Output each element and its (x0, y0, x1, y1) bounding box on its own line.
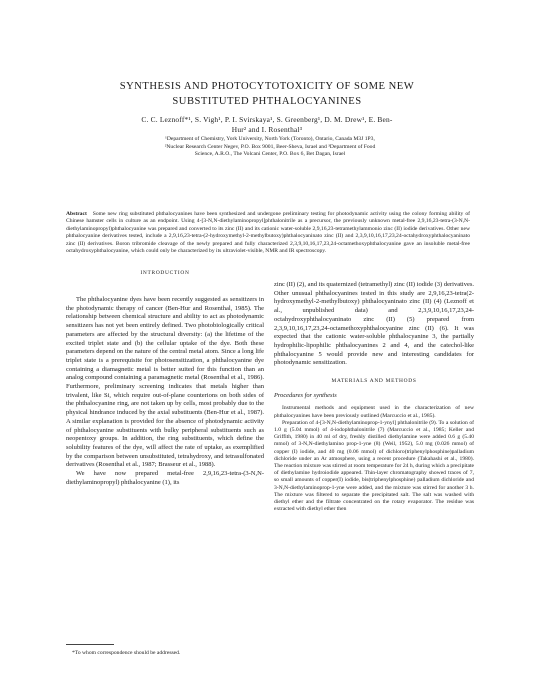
affiliations (62, 136, 478, 159)
methods-paragraph-2: Preparation of 4-[3-N,N-diethylaminoprop-1-ynyl] phthalonitrile (9). To a solution of 1.0 g (5.04 mmol) of 4-iodophthalonitrile (7) (Marcuccio et al., 1985; Keller and Griffith, 1980) in 40 ml of dry, freshly distilled diethylamine were added 0.6 g (5.40 mmol) of 3-N,N-diethylamino prop-1-yne (8) (Weil, 1952), 5.0 mg (0.026 mmol) of copper (I) iodide, and 40 mg (0.06 mmol) of dichloro(triphenylphosphine)palladium dichloride under an Ar atmosphere, using a recent procedure (Takahashi et al., 1980). The reaction mixture was stirred at room temperature for 24 h, during which a precipitate of diethylamine hydroiodide appeared. Thin-layer chromatography showed traces of 7, so small amounts of copper(I) iodide, bis(triphenylphosphine) palladium dichloride and 3-N,N-diethylaminoprop-1-yne were added, and the mixture was stirred for another 3 h. The mixture was filtered to separate the precipitated salt. The salt was washed with diethyl ether and the filtrate concentrated on the rotary evaporator. The residue was extracted with diethyl ether then (274, 419, 474, 513)
methods-paragraph-1: Instrumental methods and equipment used in the characterization of new phthalocyanines have been previously outlined (Marcuccio et al., 1985). (274, 405, 474, 419)
intro-paragraph-1: The phthalocyanine dyes have been recently suggested as sensitizers in the photodynamic therapy of cancer (Ben-Hur and Rosenthal, 1985). The relationship between chemical structure and ability to act as photodynamic sensitizers has not yet been entirely defined. Two photobiologically critical parameters are affected by the structural diversity: (a) the lifetime of the excited triplet state and (b) the cellular uptake of the dye. Both these parameters depend on the nature of the central metal atom. Since a long life triplet state is a prerequisite for photosensitization, a phthalocyanine dye containing a diamagnetic metal is better suited for this function than an analog compound containing a paramagnetic metal (Rosenthal et al., 1986). Furthermore, preliminary screening indicates that metals higher than trivalent, like Si, which require out-of-plane counterions on both sides of the phthalocyanine ring, are not taken up by cells, most probably due to the physical hindrance induced by the axial substituents (Ben-Hur et al., 1987). A similar explanation is provided for the absence of photodynamic activity of phthalocyanine substituents with bulky peripheral substituents such as neopentoxy groups. In addition, the ring substituents, which define the solubility features of the dye, will affect the rate of uptake, as exemplified by the comparison between unsubstituted, tetrahydroxy, and tetrasulfonated derivatives (Rosenthal et al., 1987; Brasseur et al., 1988). (66, 296, 264, 469)
methods-heading: MATERIALS AND METHODS (331, 378, 417, 385)
affiliation-line-2: ²Nuclear Research Center Negev, P.O. Box 9001, Beer-Sheva, Israel and ³Department of Food (164, 143, 376, 150)
abstract (66, 211, 470, 255)
abstract-label: Abstract (66, 211, 87, 217)
affiliation-line-1: ¹Department of Chemistry, York University, North York (Toronto), Ontario, Canada M3J 1P3, (165, 136, 375, 142)
right-column (274, 281, 474, 513)
introduction-heading: INTRODUCTION (140, 270, 190, 276)
title-line-2: SUBSTITUTED PHTHALOCYANINES (172, 96, 362, 107)
right-paragraph-1: zinc (II) (2), and its quaternized (tetramethyl) zinc (II) iodide (3) derivatives. Other unusual phthalocyanines tested in this study are 2,9,16,23-tetra(2-hydroxymethyl-2-methylbutoxy) phthalocyaninato zinc (II) (4) (Leznoff et al., unpublished data) and 2,3,9,10,16,17,23,24-octahydroxyphthalocyaninato zinc (II) (5) prepared from 2,3,9,10,16,17,23,24-octamethoxyphthalocyanine zinc (II) (6). It was expected that the cationic water-soluble phthalocyanine 3, the partially hydrophilic-lipophilic phthalocyanines 2 and 4, and the catechol-like phthalocyanine 5 would provide new and interesting candidates for photodynamic sensitization. (274, 281, 474, 367)
footnote: *To whom correspondence should be addressed. (72, 650, 181, 656)
title-line-1: SYNTHESIS AND PHOTOCYTOTOXICITY OF SOME NEW (119, 81, 415, 92)
abstract-text: Some new ring substituted phthalocyanines have been synthesized and undergone preliminary testing for photodynamic activity using the colony forming ability of Chinese hamster cells in culture as an endpoint. Using 4-[3-N,N-diethylaminopropyl]phthalonitrile as a precursor, the previously unknown metal-free 2,9,16,23-tetra-(3-N,N-diethylaminopropyl)phthalocyanine was prepared and converted to its zinc (II) and its cationic water-soluble 2,9,16,23-tetramethylammonio zinc (II) iodide derivatives. Other new phthalocyanine derivatives tested, include a 2,9,16,23-tetra-(2-hydroxymethyl-2-methylbutoxy)phthalocyaninato zinc (II) and 2,3,9,10,16,17,23,24-octahydroxyphthalocyaninato zinc (II) derivatives. Boron tribromide cleavage of the newly prepared and fully characterized 2,3,9,10,16,17,23,24-octamethoxyphthalocyanine gave an insoluble metal-free octahydroxyphthalocyanine, which could only be characterized by its ultraviolet-visible, NMR and IR spectroscopy. (66, 211, 470, 255)
footnote-rule (66, 644, 114, 645)
authors-line-2: Hur² and I. Rosenthal³ (231, 125, 303, 134)
left-column (66, 296, 264, 487)
paper-title (40, 79, 494, 109)
procedures-subheading: Procedures for synthesis (274, 391, 337, 399)
intro-paragraph-2: We have now prepared metal-free 2,9,16,23-tetra-(3-N,N-diethylaminopropyl) phthalocyanine (1), its (66, 470, 264, 486)
authors-line-1: C. C. Leznoff*¹, S. Vigh¹, P. I. Svirskaya¹, S. Greenberg¹, D. M. Drew¹, E. Ben- (141, 115, 393, 124)
affiliation-line-3: Science, A.R.O., The Volcani Center, P.O. Box 6, Bet Dagan, Israel (194, 151, 346, 158)
author-list (60, 115, 474, 135)
